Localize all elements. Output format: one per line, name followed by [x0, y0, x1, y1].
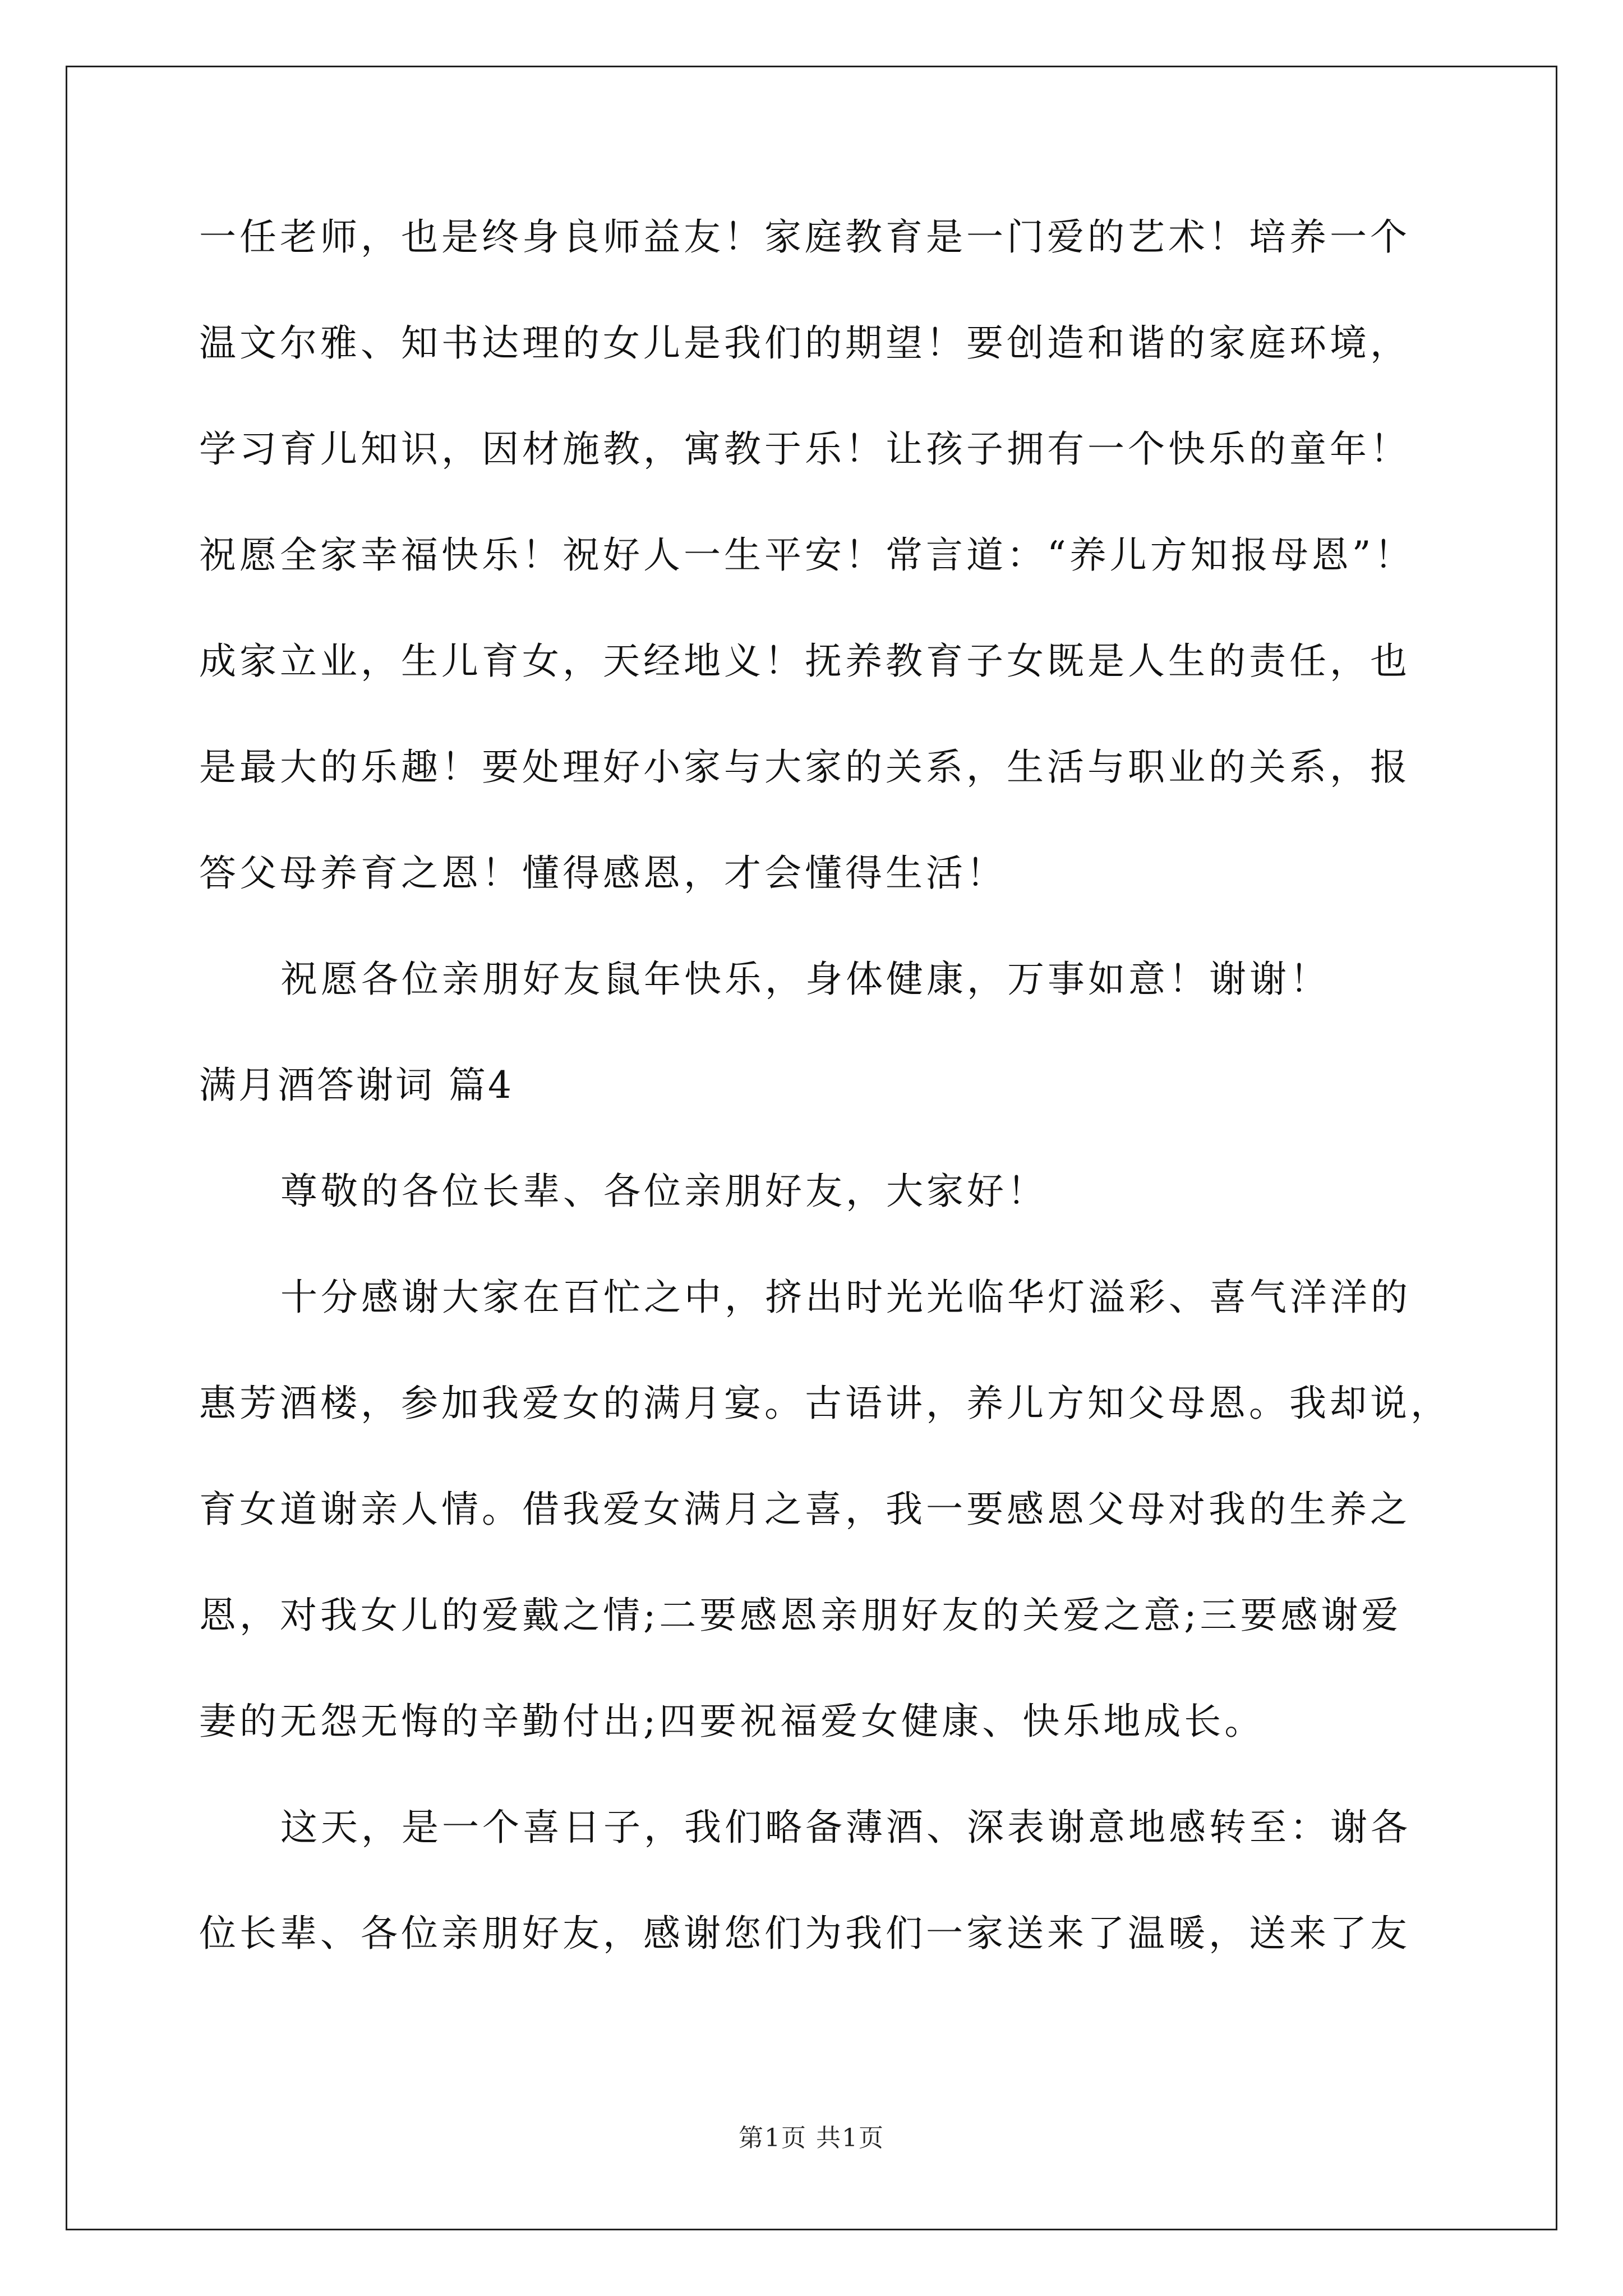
text-line: 答父母养育之恩！懂得感恩，才会懂得生活！: [199, 852, 1007, 895]
text-line: 温文尔雅、知书达理的女儿是我们的期望！要创造和谐的家庭环境，: [199, 321, 1410, 365]
text-line: 祝愿全家幸福快乐！祝好人一生平安！常言道：“养儿方知报母恩”！: [199, 533, 1415, 577]
text-line: 惠芳酒楼，参加我爱女的满月宴。古语讲，养儿方知父母恩。我却说，: [199, 1382, 1451, 1425]
text-line: 位长辈、各位亲朋好友，感谢您们为我们一家送来了温暖，送来了友: [199, 1912, 1410, 1955]
text-line: 十分感谢大家在百忙之中，挤出时光光临华灯溢彩、喜气洋洋的: [280, 1276, 1411, 1319]
text-line: 妻的无怨无悔的辛勤付出;四要祝福爱女健康、快乐地成长。: [199, 1700, 1265, 1743]
section-heading: 满月酒答谢词 篇4: [199, 1064, 514, 1107]
page-footer: 第1页 共1页: [739, 2124, 884, 2152]
text-line: 育女道谢亲人情。借我爱女满月之喜，我一要感恩父母对我的生养之: [199, 1488, 1410, 1531]
text-line: 恩，对我女儿的爱戴之情;二要感恩亲朋好友的关爱之意;三要感谢爱: [199, 1594, 1402, 1637]
text-line: 祝愿各位亲朋好友鼠年快乐，身体健康，万事如意！谢谢！: [280, 958, 1330, 1001]
document-body: [199, 215, 1455, 2021]
text-line: 学习育儿知识，因材施教，寓教于乐！让孩子拥有一个快乐的童年！: [199, 427, 1410, 471]
text-line: 一任老师，也是终身良师益友！家庭教育是一门爱的艺术！培养一个: [199, 215, 1410, 259]
text-line: 尊敬的各位长辈、各位亲朋好友，大家好！: [280, 1170, 1048, 1213]
text-line: 这天，是一个喜日子，我们略备薄酒、深表谢意地感转至：谢各: [280, 1806, 1411, 1849]
text-line: 成家立业，生儿育女，天经地义！抚养教育子女既是人生的责任，也: [199, 639, 1410, 683]
text-line: 是最大的乐趣！要处理好小家与大家的关系，生活与职业的关系，报: [199, 746, 1410, 789]
